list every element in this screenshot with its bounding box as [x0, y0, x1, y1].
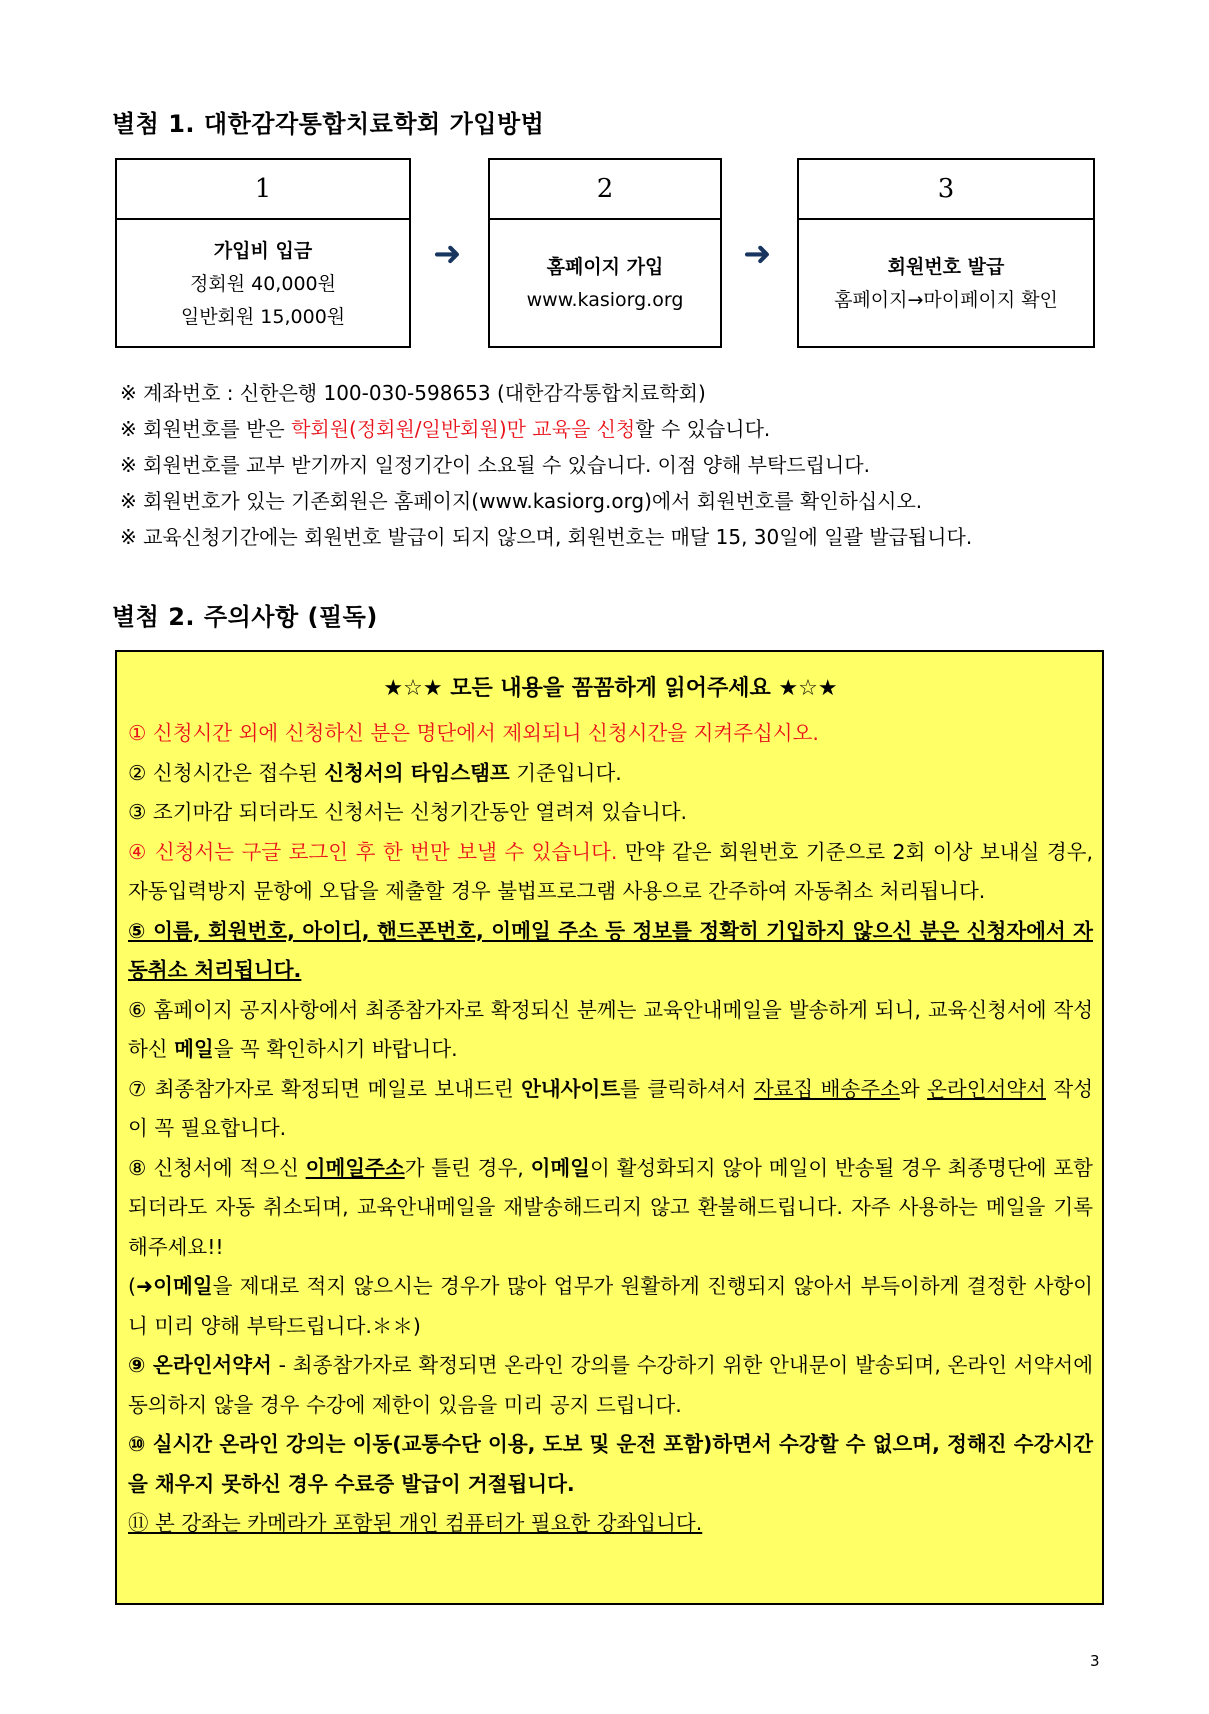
notice-item-8	[128, 1149, 1093, 1268]
arrow-right-icon: ➜	[433, 234, 462, 274]
item-text: 가 틀린 경우,	[404, 1155, 531, 1180]
note-existing: ※ 회원번호가 있는 기존회원은 홈페이지(www.kasiorg.org)에서 회원번호를 확인하십시오.	[120, 489, 923, 513]
item-text: 를 클릭하셔서	[620, 1076, 754, 1101]
step-number: 1	[117, 160, 409, 220]
item-emphasis: 신청서의 타임스탬프	[324, 760, 510, 785]
item-emphasis: 안내사이트	[521, 1076, 621, 1101]
notice-item-6	[128, 991, 1093, 1070]
arrow-right-icon: ➜	[743, 234, 772, 274]
step-detail: 홈페이지→마이페이지 확인	[834, 289, 1058, 311]
item-text: 작성이 꼭 필요합니다.	[128, 1076, 1093, 1140]
step-detail: 일반회원 15,000원	[180, 305, 346, 328]
notice-item-8-note	[128, 1267, 1093, 1346]
step-detail: 정회원 40,000원	[190, 272, 336, 295]
notice-item-4	[128, 833, 1093, 912]
notice-title: ★☆★ 모든 내용을 꼼꼼하게 읽어주세요 ★☆★	[383, 676, 838, 701]
step-detail: www.kasiorg.org	[526, 289, 684, 311]
item-text: 와	[899, 1076, 928, 1101]
section2-heading: 별첨 2. 주의사항 (필독)	[112, 603, 378, 631]
step-box-3	[797, 158, 1095, 348]
section1-heading: 별첨 1. 대한감각통합치료학회 가입방법	[112, 110, 545, 138]
page-number: 3	[1090, 1652, 1100, 1670]
item-text: - 최종참가자로 확정되면 온라인 강의를 수강하기 위한 안내문이 발송되며, 온라인 서약서에 동의하지 않을 경우 수강에 제한이 있음을 미리 공지 드립니다.	[128, 1353, 1094, 1417]
item-emphasis: 이메일	[530, 1155, 590, 1180]
note-account: ※ 계좌번호 : 신한은행 100-030-598653 (대한감각통합치료학회)	[120, 381, 706, 405]
step-title: 홈페이지 가입	[546, 256, 664, 278]
item-emphasis: ⑨ 온라인서약서	[128, 1353, 272, 1377]
item-text: (	[128, 1274, 136, 1298]
step-number: 2	[490, 160, 720, 220]
item-text: 기준입니다.	[509, 760, 622, 785]
membership-notes	[120, 375, 1110, 555]
step-title: 가입비 입금	[213, 239, 313, 262]
note-eligibility	[120, 411, 1110, 447]
step-number: 3	[799, 160, 1093, 220]
item-text: 이 활성화되지 않아 메일이 반송될 경우 최종명단에 포함되더라도 자동 취소되며, 교육안내메일을 재발송해드리지 않고 환불해드립니다. 자주 사용하는 메일을 기록해주세요!!	[128, 1155, 1093, 1259]
item-text: 을 제대로 적지 않으시는 경우가 많아 업무가 원활하게 진행되지 않아서 부득이하게 결정한 사항이니 미리 양해 부탁드립니다.＊＊)	[128, 1274, 1093, 1338]
item-text: ⑥ 홈페이지 공지사항에서 최종참가자로 확정되신 분께는 교육안내메일을 발송하게 되니, 교육신청서에 작성하신	[128, 997, 1093, 1061]
notice-item-5: ⑤ 이름, 회원번호, 아이디, 핸드폰번호, 이메일 주소 등 정보를 정확히 기입하지 않으신 분은 신청자에서 자동취소 처리됩니다.	[128, 918, 1093, 982]
note-waiting: ※ 회원번호를 교부 받기까지 일정기간이 소요될 수 있습니다. 이점 양해 부탁드립니다.	[120, 453, 870, 477]
item-emphasis: 메일	[174, 1037, 214, 1061]
item-text: ⑦ 최종참가자로 확정되면 메일로 보내드린	[128, 1076, 522, 1101]
notice-item-10: ⑩ 실시간 온라인 강의는 이동(교통수단 이용, 도보 및 운전 포함)하면서 수강할 수 없으며, 정해진 수강시간을 채우지 못하신 경우 수료증 발급이 거절됩니다.	[128, 1432, 1093, 1496]
item-emphasis: ④ 신청서는 구글 로그인 후 한 번만 보낼 수 있습니다.	[128, 839, 618, 864]
notice-item-9	[128, 1346, 1093, 1425]
notice-item-3: ③ 조기마감 되더라도 신청서는 신청기간동안 열려져 있습니다.	[128, 800, 688, 824]
step-box-1	[115, 158, 411, 348]
notice-item-2	[128, 754, 1093, 794]
item-underline: 자료집 배송주소	[753, 1076, 900, 1101]
step-title: 회원번호 발급	[887, 256, 1005, 278]
item-emphasis: ➜이메일	[136, 1274, 213, 1298]
item-text: 만약 같은 회원번호 기준으로 2회 이상 보내실 경우, 자동입력방지 문항에 오답을 제출할 경우 불법프로그램 사용으로 간주하여 자동취소 처리됩니다.	[128, 839, 1093, 903]
note-text: 할 수 있습니다.	[635, 417, 771, 441]
item-text: 을 꼭 확인하시기 바랍니다.	[213, 1037, 458, 1061]
item-underline: 온라인서약서	[927, 1076, 1046, 1101]
note-text: ※ 회원번호를 받은	[120, 417, 292, 441]
notice-item-1: ① 신청시간 외에 신청하신 분은 명단에서 제외되니 신청시간을 지켜주십시오.	[128, 721, 819, 745]
notice-item-11: ⑪ 본 강좌는 카메라가 포함된 개인 컴퓨터가 필요한 강좌입니다.	[128, 1511, 703, 1535]
note-highlight: 학회원(정회원/일반회원)만 교육을 신청	[291, 417, 636, 441]
note-issuance: ※ 교육신청기간에는 회원번호 발급이 되지 않으며, 회원번호는 매달 15, 30일에 일괄 발급됩니다.	[120, 525, 973, 549]
step-box-2	[488, 158, 722, 348]
notice-box	[115, 650, 1104, 1605]
item-text: ⑧ 신청서에 적으신	[128, 1155, 306, 1180]
item-emphasis: 이메일주소	[305, 1155, 405, 1180]
notice-item-7	[128, 1070, 1093, 1149]
item-text: ② 신청시간은 접수된	[128, 760, 325, 785]
